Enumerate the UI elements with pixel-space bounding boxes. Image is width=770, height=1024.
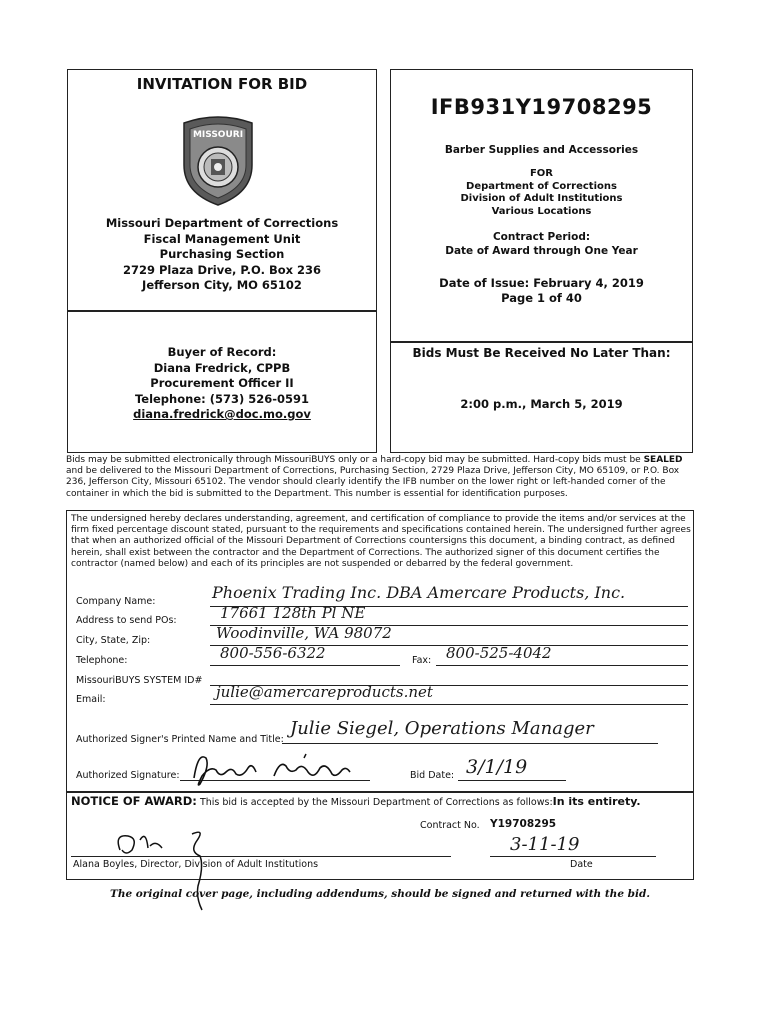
address-label: Address to send POs: xyxy=(76,615,177,626)
for-division: Division of Adult Institutions xyxy=(460,193,623,204)
contract-no-value: Y19708295 xyxy=(490,818,557,830)
city-state-zip-label: City, State, Zip: xyxy=(76,635,151,646)
award-date-field: 3-11-19 xyxy=(510,834,580,855)
award-date-label: Date xyxy=(570,859,593,870)
fax-label: Fax: xyxy=(412,655,432,666)
bid-subject: Barber Supplies and Accessories xyxy=(444,144,639,156)
bid-date-line xyxy=(458,780,566,781)
contract-no-label: Contract No. xyxy=(420,820,480,831)
fax-line xyxy=(436,665,688,666)
deadline-value: 2:00 p.m., March 5, 2019 xyxy=(460,397,623,411)
for-locations: Various Locations xyxy=(491,205,592,217)
document-title: INVITATION FOR BID xyxy=(136,75,308,93)
email-label: Email: xyxy=(76,694,106,705)
buyer-title: Procurement Officer II xyxy=(150,376,294,390)
address-field[interactable]: 17661 128th Pl NE xyxy=(220,604,366,622)
submission-text-part2: and be delivered to the Missouri Department of Corrections, Purchasing Section, 2729 Plaza Drive, Jefferson City, MO 65109, or P.O. Box 236, Jefferson City, Missouri 65102. The vendor should clearly identify the IFB number on the lower right or left-handed corner of the container in which the bid is submitted to the Department. This number is essential for identification purposes. xyxy=(66,466,680,499)
page-number: Page 1 of 40 xyxy=(501,291,582,305)
agency-street: 2729 Plaza Drive, P.O. Box 236 xyxy=(122,262,322,277)
telephone-label: Telephone: xyxy=(76,655,128,666)
email-line xyxy=(210,704,688,705)
issue-date xyxy=(390,276,693,306)
date-of-issue: Date of Issue: February 4, 2019 xyxy=(439,276,644,290)
signature-image[interactable] xyxy=(186,748,366,790)
notice-of-award-text: This bid is accepted by the Missouri Department of Corrections as follows: xyxy=(196,797,553,808)
buyer-label: Buyer of Record: xyxy=(167,345,277,359)
fax-field[interactable]: 800-525-4042 xyxy=(446,644,552,662)
deadline-label: Bids Must Be Received No Later Than: xyxy=(412,346,671,360)
bid-date-label: Bid Date: xyxy=(410,770,455,781)
svg-text:MISSOURI: MISSOURI xyxy=(192,130,244,140)
agency-name: Missouri Department of Corrections xyxy=(105,216,339,230)
company-name-field[interactable]: Phoenix Trading Inc. DBA Amercare Products, Inc. xyxy=(212,583,626,602)
submission-instructions xyxy=(66,455,694,500)
missouri-seal-logo xyxy=(178,115,258,207)
agency-city: Jefferson City, MO 65102 xyxy=(142,278,302,292)
for-department: Department of Corrections xyxy=(466,180,617,192)
agency-address xyxy=(67,216,377,294)
ifb-number: IFB931Y19708295 xyxy=(430,95,653,119)
buyer-block xyxy=(67,345,377,423)
for-label: FOR xyxy=(529,168,554,179)
award-date-line xyxy=(490,856,656,857)
director-signature-image xyxy=(110,826,240,916)
director-name: Alana Boyles, Director, Division of Adult Institutions xyxy=(73,859,319,870)
email-field[interactable]: julie@amercareproducts.net xyxy=(216,683,433,701)
contract-period-label: Contract Period: xyxy=(492,231,591,243)
buyer-name: Diana Fredrick, CPPB xyxy=(153,360,291,375)
signer-name-field[interactable]: Julie Siegel, Operations Manager xyxy=(290,718,594,739)
buyer-phone: Telephone: (573) 526-0591 xyxy=(134,391,310,406)
signature-label: Authorized Signature: xyxy=(76,770,180,781)
buyer-email-link[interactable]: diana.fredrick@doc.mo.gov xyxy=(133,407,311,421)
bid-date-field[interactable]: 3/1/19 xyxy=(466,756,528,778)
footer-note: The original cover page, including addendums, should be signed and returned with the bid. xyxy=(110,888,650,900)
bid-for-block xyxy=(390,168,693,218)
agency-section: Purchasing Section xyxy=(159,247,285,261)
city-state-zip-field[interactable]: Woodinville, WA 98072 xyxy=(216,624,392,642)
contract-period-value: Date of Award through One Year xyxy=(445,245,638,257)
agency-unit: Fiscal Management Unit xyxy=(143,231,301,246)
contract-period xyxy=(390,230,693,258)
submission-text-part1: Bids may be submitted electronically through MissouriBUYS only or a hard-copy bid may be submitted. Hard-copy bids must be xyxy=(66,455,644,465)
signer-name-label: Authorized Signer's Printed Name and Title: xyxy=(76,734,284,745)
certification-text: The undersigned hereby declares understanding, agreement, and certification of compliance to provide the items and/or services at the firm fixed percentage discount stated, pursuant to the requirements and specifications contained herein. The undersigned further agrees that when an authorized official of the Missouri Department of Corrections countersigns this document, a binding contract, as defined herein, shall exist between the contractor and the Department of Corrections. The authorized signer of this document certifies the contractor (named below) and each of its principles are not suspended or debarred by the federal government. xyxy=(71,514,691,569)
notice-of-award-row xyxy=(71,794,691,808)
notice-of-award-scope: In its entirety. xyxy=(552,795,641,808)
missouribuys-id-label: MissouriBUYS SYSTEM ID# xyxy=(76,675,203,686)
signer-name-line xyxy=(282,743,658,744)
telephone-field[interactable]: 800-556-6322 xyxy=(220,644,326,662)
company-name-label: Company Name: xyxy=(76,596,156,607)
sealed-emphasis: SEALED xyxy=(643,455,683,465)
notice-of-award-label: NOTICE OF AWARD: xyxy=(71,794,197,808)
telephone-line xyxy=(210,665,400,666)
